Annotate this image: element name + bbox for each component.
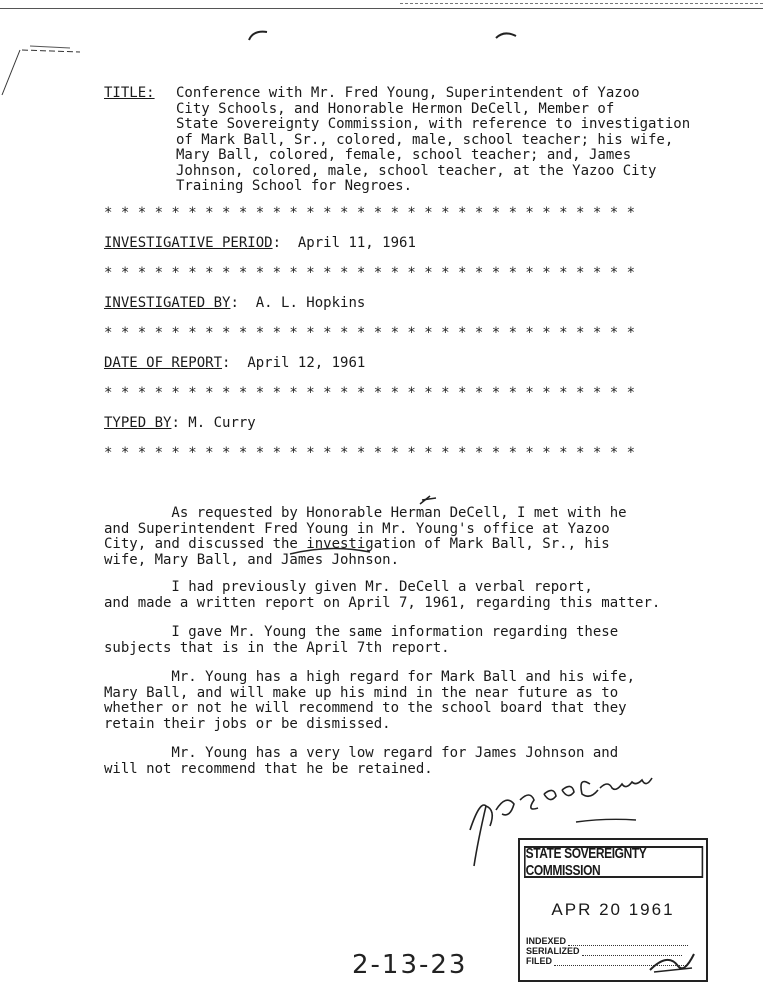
stamp-row-indexed — [526, 936, 688, 946]
paragraph-1: As requested by Honorable Herman DeCell, I met with he and Superintendent Fred Young in Mr. Young's office at Yazoo City, and discussed the investigation of Mark Ball, Sr., his wife, Mary Ball, and James Johnson. — [104, 505, 627, 568]
paragraph-5: Mr. Young has a very low regard for James Johnson and will not recommend that he be retained. — [104, 745, 619, 777]
separator-1: * * * * * * * * * * * * * * * * * * * * * * * * * * * * * * * * — [104, 205, 636, 221]
field-label: INVESTIGATED BY — [104, 295, 231, 311]
stamp-heading: STATE SOVEREIGNTY COMMISSION — [524, 846, 703, 878]
field-value: April 12, 1961 — [247, 355, 366, 371]
separator-2: * * * * * * * * * * * * * * * * * * * * * * * * * * * * * * * * — [104, 265, 636, 281]
field-label: DATE OF REPORT — [104, 355, 223, 371]
stamp-initials — [648, 948, 698, 976]
stamp-date: APR 20 1961 — [551, 900, 675, 919]
stamp-row-label: FILED — [526, 956, 552, 966]
stamp-row-line — [568, 937, 688, 946]
paragraph-4: Mr. Young has a high regard for Mark Ball and his wife, Mary Ball, and will make up his mind in the near future as to whether or not he will recommend to the school board that they retain their jobs or be dismissed. — [104, 669, 636, 732]
field-value: April 11, 1961 — [297, 235, 416, 251]
page-edge-dashes — [400, 0, 763, 4]
punch-mark-right — [492, 28, 522, 42]
title-text: Conference with Mr. Fred Young, Superintendent of Yazoo City Schools, and Honorable Hermon DeCell, Member of State Sovereignty Commission, with reference to investigation of Mark Ball, Sr., colored, male, school teacher; his wife, Mary Ball, colored, female, school teacher; and, James Johnson, colored, male, school teacher, at the Yazoo City Training School for Negroes. — [176, 85, 691, 194]
field-value: A. L. Hopkins — [255, 295, 366, 311]
page-edge-line — [0, 8, 763, 9]
punch-mark-left — [245, 28, 275, 42]
separator-5: * * * * * * * * * * * * * * * * * * * * * * * * * * * * * * * * — [104, 445, 636, 461]
date-of-report: DATE OF REPORT: April 12, 1961 — [104, 355, 366, 371]
margin-scratch-mark — [0, 40, 90, 100]
document-number: 2-13-23 — [352, 950, 468, 980]
separator-3: * * * * * * * * * * * * * * * * * * * * * * * * * * * * * * * * — [104, 325, 636, 341]
field-value: M. Curry — [188, 415, 256, 431]
typed-by: TYPED BY: M. Curry — [104, 415, 256, 431]
commission-stamp — [518, 838, 708, 982]
stamp-row-label: INDEXED — [526, 936, 567, 946]
stamp-row-label: SERIALIZED — [526, 946, 580, 956]
paragraph-2: I had previously given Mr. DeCell a verbal report, and made a written report on April 7, 1961, regarding this matter. — [104, 579, 661, 611]
investigated-by: INVESTIGATED BY: A. L. Hopkins — [104, 295, 366, 311]
handwritten-markup — [270, 494, 450, 574]
paragraph-3: I gave Mr. Young the same information regarding these subjects that is in the April 7th report. — [104, 624, 619, 656]
field-label: INVESTIGATIVE PERIOD — [104, 235, 273, 251]
title-label: TITLE: — [104, 85, 155, 101]
investigative-period: INVESTIGATIVE PERIOD: April 11, 1961 — [104, 235, 416, 251]
field-label: TYPED BY — [104, 415, 172, 431]
separator-4: * * * * * * * * * * * * * * * * * * * * * * * * * * * * * * * * — [104, 385, 636, 401]
